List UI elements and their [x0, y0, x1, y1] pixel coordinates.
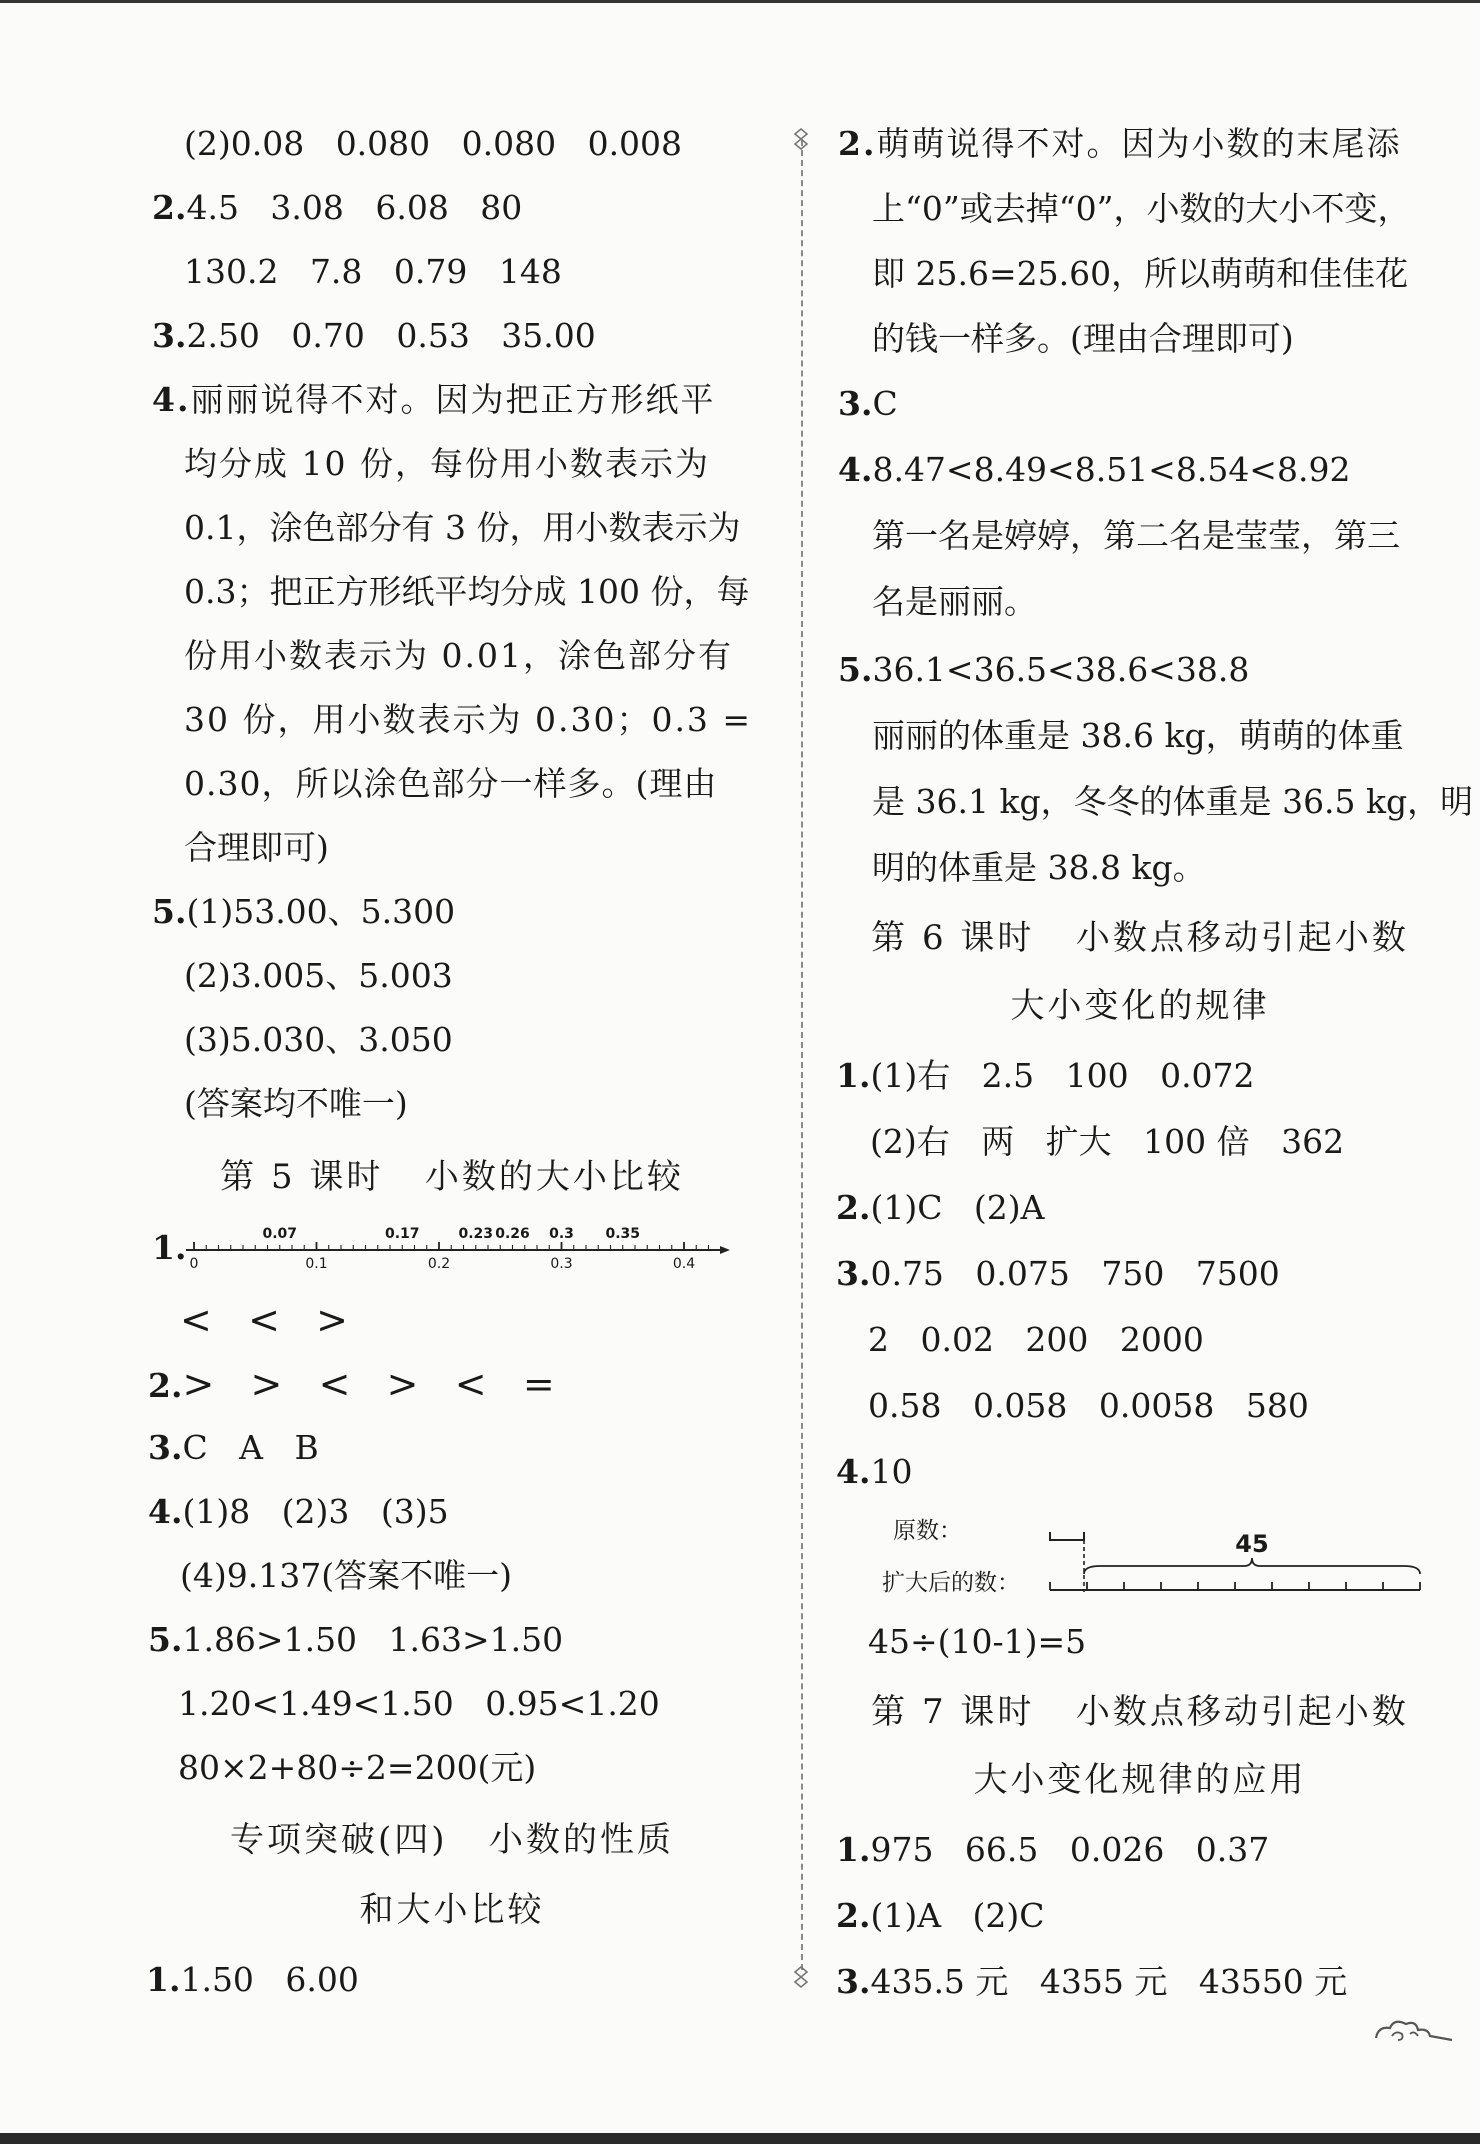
answer-line: 0.30，所以涂色部分一样多。(理由	[184, 764, 718, 803]
answer-text: 10	[870, 1452, 913, 1491]
question-number: 3.	[152, 316, 187, 355]
question-number: 3.	[148, 1428, 183, 1467]
answer-text: 1.86>1.50 1.63>1.50	[182, 1620, 564, 1659]
cloud-ornament-icon	[1370, 2014, 1454, 2052]
answer-line: 是 36.1 kg，冬冬的体重是 36.5 kg，明	[872, 782, 1474, 821]
question-number: 3.	[838, 384, 873, 423]
number-line-bottom-labels	[190, 1256, 696, 1272]
answer-text: 0.75 0.075 750 7500	[870, 1254, 1280, 1293]
answer-line: 0.58 0.058 0.0058 580	[868, 1386, 1309, 1425]
question-number: 1.	[836, 1830, 871, 1869]
diagram-brace-value: 45	[1235, 1530, 1269, 1558]
answer-text: (1)8 (2)3 (3)5	[182, 1492, 449, 1531]
answer-line: 均分成 10 份，每份用小数表示为	[184, 444, 710, 483]
answer-text: 2.50 0.70 0.53 35.00	[186, 316, 596, 355]
question-number: 4.	[152, 380, 191, 419]
question-number: 3.	[836, 1254, 871, 1293]
answer-text: (1)C (2)A	[870, 1188, 1045, 1227]
question-number: 3.	[836, 1962, 871, 2001]
answer-text: > > < > < =	[182, 1362, 555, 1406]
segment-diagram	[860, 1508, 1430, 1600]
column-divider	[801, 140, 803, 1970]
answer-line: 0.3；把正方形纸平均分成 100 份，每	[184, 572, 750, 611]
top-border	[0, 0, 1480, 3]
answer-text: 1.50 6.00	[180, 1960, 359, 1999]
question-number: 2.	[148, 1366, 183, 1405]
answer-note: (答案均不唯一)	[184, 1084, 408, 1123]
answer-line: 上“0”或去掉“0”，小数的大小不变，	[872, 189, 1411, 228]
question-number: 5.	[148, 1620, 183, 1659]
question-number: 4.	[836, 1452, 871, 1491]
diagram-label-enlarged: 扩大后的数：	[882, 1570, 1020, 1596]
question-3	[836, 1254, 1280, 1294]
answer-text: 丽丽说得不对。因为把正方形纸平	[190, 380, 716, 419]
section-title-lesson-7: 第 7 课时 小数点移动引起小数	[871, 1692, 1409, 1732]
number-line-ticks	[194, 1242, 709, 1250]
answer-line: 45÷(10-1)=5	[868, 1622, 1087, 1661]
question-3	[148, 1428, 319, 1468]
question-5	[148, 1620, 563, 1660]
section-title-lesson-5: 第 5 课时 小数的大小比较	[220, 1157, 684, 1197]
question-1	[146, 1960, 359, 2000]
answer-line: (2)0.08 0.080 0.080 0.008	[184, 124, 683, 163]
answer-line: (4)9.137(答案不唯一)	[180, 1556, 512, 1595]
diagram-label-original: 原数：	[893, 1518, 962, 1544]
answer-line: 第一名是婷婷，第二名是莹莹，第三	[872, 516, 1400, 555]
number-line-top-label: 0.3	[549, 1226, 574, 1242]
question-4	[836, 1452, 912, 1492]
number-line-bottom-label: 0	[189, 1256, 199, 1272]
answer-line: 1.20<1.49<1.50 0.95<1.20	[178, 1684, 660, 1723]
answer-text: (1)A (2)C	[870, 1896, 1045, 1935]
answer-line: 130.2 7.8 0.79 148	[184, 252, 562, 291]
bottom-border	[0, 2133, 1480, 2144]
question-number: 2.	[836, 1896, 871, 1935]
number-line-bottom-label: 0.3	[550, 1256, 573, 1272]
answer-line: 份用小数表示为 0.01，涂色部分有	[184, 636, 733, 675]
number-line-top-label: 0.23	[458, 1226, 494, 1242]
number-line	[180, 1222, 730, 1274]
question-2	[152, 188, 522, 228]
answer-line: 即 25.6=25.60，所以萌萌和佳佳花	[872, 254, 1409, 293]
question-number: 2.	[836, 1188, 871, 1227]
question-1	[836, 1056, 1255, 1096]
question-5	[838, 650, 1249, 690]
question-3	[152, 316, 596, 356]
question-number: 5.	[838, 650, 873, 689]
answer-line: 明的体重是 38.8 kg。	[872, 848, 1206, 887]
question-number: 1.	[146, 1960, 181, 1999]
question-4	[152, 380, 715, 420]
divider-ornament-bottom-icon	[790, 1966, 812, 1988]
answer-line: (2)3.005、5.003	[184, 956, 453, 995]
question-5	[152, 892, 455, 932]
question-1	[836, 1830, 1269, 1870]
answer-line: 2 0.02 200 2000	[868, 1320, 1204, 1359]
question-3	[836, 1962, 1347, 2002]
number-line-bottom-label: 0.1	[305, 1256, 328, 1272]
answer-line: 名是丽丽。	[872, 582, 1037, 621]
question-number: 4.	[838, 450, 873, 489]
section-title-special-4: 专项突破(四) 小数的性质	[230, 1820, 674, 1860]
answer-line: 丽丽的体重是 38.6 kg，萌萌的体重	[872, 716, 1404, 755]
number-line-top-label: 0.07	[262, 1226, 298, 1242]
answer-line: 的钱一样多。(理由合理即可)	[872, 319, 1294, 358]
question-4	[148, 1492, 449, 1532]
section-title-lesson-7-line2: 大小变化规律的应用	[973, 1760, 1307, 1800]
number-line-bottom-label: 0.2	[427, 1256, 451, 1272]
question-4	[838, 450, 1350, 490]
section-title-lesson-6-line2: 大小变化的规律	[1010, 986, 1270, 1026]
comparison-symbols: < < >	[180, 1298, 348, 1342]
question-number: 1.	[836, 1056, 871, 1095]
divider-ornament-top-icon	[790, 128, 812, 150]
number-line-arrow	[720, 1246, 730, 1254]
number-line-top-label: 0.35	[605, 1226, 641, 1242]
question-number: 5.	[152, 892, 187, 931]
answer-text: C	[872, 384, 898, 423]
answer-text: 4.5 3.08 6.08 80	[186, 188, 523, 227]
question-2	[838, 124, 1401, 164]
question-number: 4.	[148, 1492, 183, 1531]
question-3	[838, 384, 898, 424]
section-title-lesson-6: 第 6 课时 小数点移动引起小数	[871, 918, 1409, 958]
answer-text: (1)右 2.5 100 0.072	[870, 1056, 1255, 1095]
question-number-label: 1.	[152, 1228, 187, 1267]
answer-line: 0.1，涂色部分有 3 份，用小数表示为	[184, 508, 741, 547]
answer-text: 36.1<36.5<38.6<38.8	[872, 650, 1250, 689]
answer-line: 合理即可)	[184, 828, 329, 867]
answer-line: (3)5.030、3.050	[184, 1020, 453, 1059]
answer-text: 萌萌说得不对。因为小数的末尾添	[876, 124, 1402, 163]
question-number: 2.	[152, 188, 187, 227]
number-line-top-label: 0.17	[384, 1226, 420, 1242]
number-line-bottom-label: 0.4	[672, 1256, 696, 1272]
section-title-special-4-line2: 和大小比较	[359, 1890, 545, 1930]
answer-line: 30 份，用小数表示为 0.30；0.3 =	[184, 700, 753, 739]
answer-text: 975 66.5 0.026 0.37	[870, 1830, 1270, 1869]
question-2	[836, 1896, 1045, 1936]
answer-line: (2)右 两 扩大 100 倍 362	[870, 1122, 1345, 1161]
question-2	[148, 1364, 555, 1406]
answer-line: 80×2+80÷2=200(元)	[178, 1748, 537, 1787]
diagram-original-segment	[1050, 1532, 1084, 1540]
answer-text: (1)53.00、5.300	[186, 892, 456, 931]
question-number: 2.	[838, 124, 877, 163]
answer-text: 435.5 元 4355 元 43550 元	[870, 1962, 1348, 2001]
answer-text: C A B	[182, 1428, 319, 1467]
question-2	[836, 1188, 1045, 1228]
number-line-top-labels	[262, 1226, 640, 1242]
diagram-ticks	[1050, 1582, 1420, 1590]
answer-text: 8.47<8.49<8.51<8.54<8.92	[872, 450, 1351, 489]
diagram-brace	[1084, 1558, 1420, 1574]
number-line-top-label: 0.26	[495, 1226, 530, 1242]
